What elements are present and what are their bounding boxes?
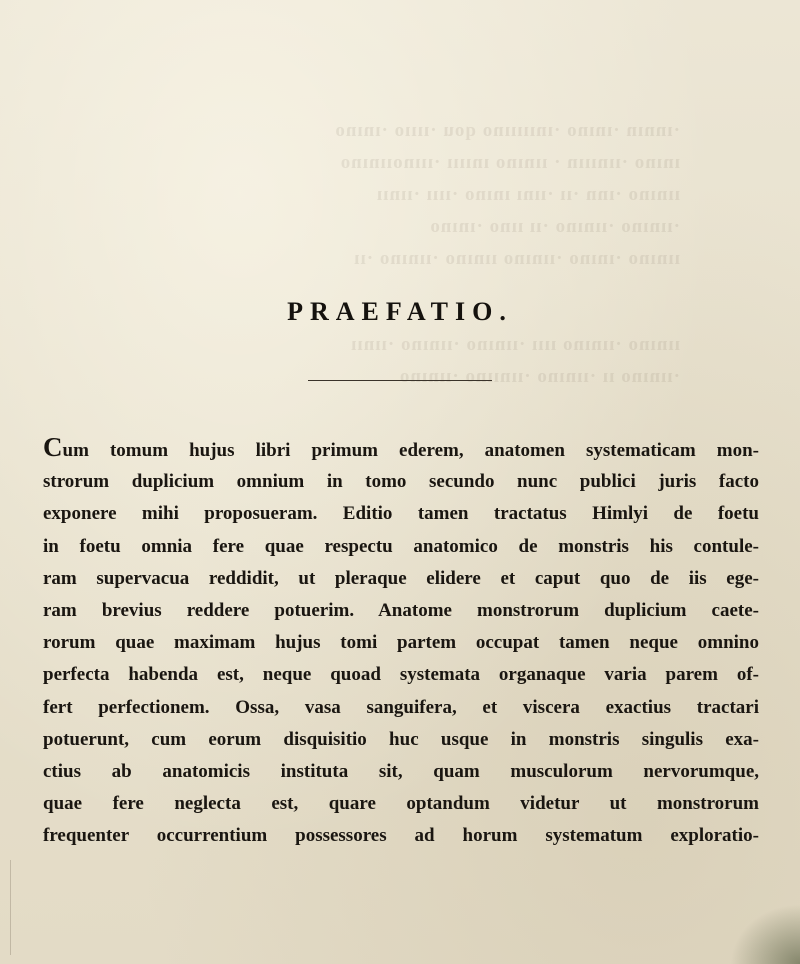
initial-letter: C: [43, 432, 63, 462]
text-line: ram supervacua reddidit, ut pleraque elidere et caput quo de iis ege-: [43, 567, 759, 589]
show-through-text: ıınıno ·ıınıno ıııı ·ıınıno ·ıınıno ·ıınıı: [350, 334, 680, 355]
text-line: [43, 434, 759, 466]
title-rule: [308, 380, 492, 381]
text-line: perfecta habenda est, neque quoad systemata organaque varia parem of-: [43, 664, 759, 686]
text-line: strorum duplicium omnium in tomo secundo nunc publici juris facto: [43, 471, 759, 493]
show-through-text: ·ıınıno ıı ·ıınıno ·ıınııno ·ıınıno: [398, 366, 680, 387]
show-through-text: ıınıno ·ınn ·ıı ·ıını ınıno ·ıııı ·ıınıı: [375, 184, 680, 205]
text-line: quae fere neglecta est, quare optandum videtur ut monstrorum: [43, 793, 759, 815]
text-line: exponere mihi proposueram. Editio tamen tractatus Himlyi de foetu: [43, 503, 759, 525]
show-through-text: ınıno ·ıınııın · ıınıno ınıııı ·ııınoıınıno: [339, 152, 680, 173]
text-line: ram brevius reddere potuerim. Anatome monstrorum duplicium caete-: [43, 599, 759, 621]
binding-edge: [10, 860, 11, 955]
text-line: ctius ab anatomicis instituta sit, quam musculorum nervorumque,: [43, 760, 759, 782]
show-through-text: ·ınnın ·ınıno ·ınıııııno qou ·ııııo ·ınıno: [334, 120, 680, 141]
page-corner-shadow: [730, 904, 800, 964]
text-line: fert perfectionem. Ossa, vasa sanguifera, et viscera exactius tractari: [43, 696, 759, 718]
preface-body: [43, 434, 759, 852]
show-through-text: ·ıınıno ·ıınıno ·ıı ııno ·ınıno: [429, 216, 680, 237]
text-line: in foetu omnia fere quae respectu anatomico de monstris his contule-: [43, 535, 759, 557]
text-line: rorum quae maximam hujus tomi partem occupat tamen neque omnino: [43, 632, 759, 654]
text-line: potuerunt, cum eorum disquisitio huc usque in monstris singulis exa-: [43, 728, 759, 750]
page-title: PRAEFATIO.: [287, 297, 513, 326]
text-line: frequenter occurrentium possessores ad horum systematum exploratio-: [43, 825, 759, 847]
show-through-text: ıınıno ·ınıno ·ıınıno ıınıno ·ıınıno ·ıı: [353, 248, 680, 269]
text-line-rest: um tomum hujus libri primum ederem, anatomen systematicam mon-: [62, 440, 759, 461]
